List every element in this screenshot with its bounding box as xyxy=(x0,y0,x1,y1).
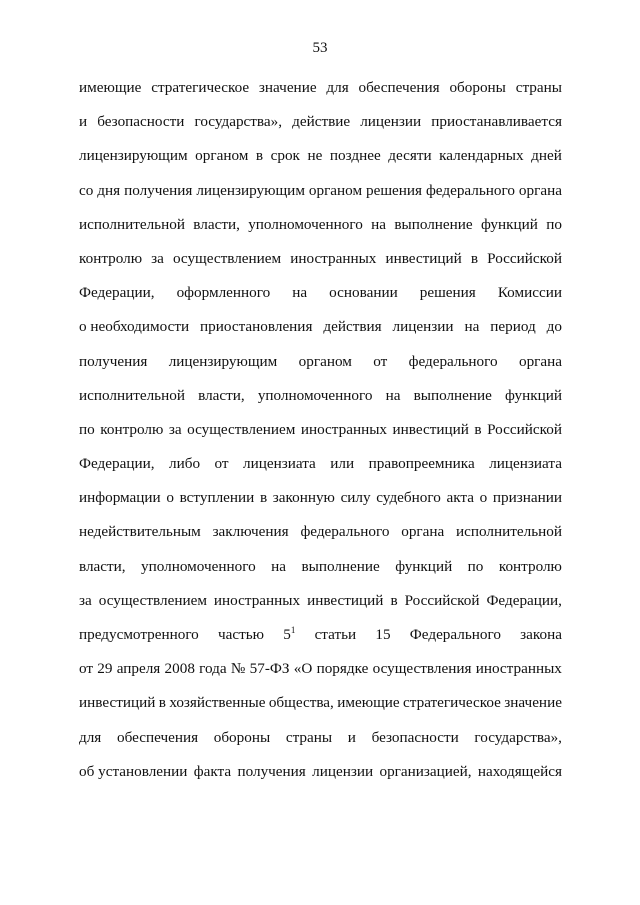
word: оформленного xyxy=(176,284,271,302)
word: по xyxy=(467,557,484,575)
word: инвестиций xyxy=(79,694,156,712)
word: обороны xyxy=(449,79,506,96)
word: осуществлением xyxy=(172,249,282,267)
text-line xyxy=(79,144,562,178)
text-line xyxy=(79,179,562,213)
word: иностранных xyxy=(290,249,377,267)
word: в xyxy=(255,147,264,165)
word: и xyxy=(79,113,88,131)
word: значение xyxy=(258,79,317,96)
word: позднее xyxy=(329,147,381,165)
word: дня xyxy=(97,181,121,199)
word: организацией, xyxy=(379,762,472,780)
word: лицензирующим xyxy=(79,147,188,165)
word: лицензиата xyxy=(489,455,562,473)
word: в xyxy=(474,420,482,438)
word: лицензии xyxy=(312,762,374,780)
word: лицензиата xyxy=(243,455,316,473)
word: правопреемника xyxy=(368,455,475,473)
word: Федерального xyxy=(409,626,501,643)
word: о xyxy=(479,489,488,507)
word: закона xyxy=(520,626,562,643)
word: исполнительной xyxy=(79,215,185,233)
word: года xyxy=(199,660,227,678)
word: исполнительной xyxy=(79,386,185,404)
word: признании xyxy=(492,489,562,507)
word: на xyxy=(292,284,308,302)
word: стратегическое xyxy=(403,694,501,712)
body-text xyxy=(79,76,562,794)
word: судебного xyxy=(376,489,441,507)
word: Российской xyxy=(487,249,562,267)
word: находящейся xyxy=(477,762,562,780)
word: со xyxy=(79,181,94,199)
word: федерального xyxy=(300,523,390,541)
word: лицензии xyxy=(360,113,422,131)
text-line xyxy=(79,281,562,315)
word: силу xyxy=(340,489,371,507)
word: по xyxy=(546,215,562,233)
word: частью xyxy=(218,626,265,643)
word: за xyxy=(151,249,164,267)
word: или xyxy=(330,455,355,473)
word: имеющие xyxy=(337,694,400,712)
word: до xyxy=(546,318,562,336)
word: в xyxy=(390,591,398,609)
word: власти, xyxy=(198,386,245,404)
word: обеспечения xyxy=(358,79,440,96)
word: исполнительной xyxy=(456,523,562,541)
word: период xyxy=(490,318,536,336)
word: стратегическое xyxy=(151,79,250,96)
word: власти, xyxy=(79,557,126,575)
word: функций xyxy=(480,215,538,233)
word: вступлении xyxy=(179,489,255,507)
word: действия xyxy=(323,318,382,336)
word: контролю xyxy=(498,557,562,575)
text-line xyxy=(79,760,562,794)
word: инвестиций xyxy=(307,591,384,609)
word: функций xyxy=(395,557,453,575)
word: на xyxy=(464,318,480,336)
word: выполнение xyxy=(413,386,492,404)
word: по xyxy=(79,420,95,438)
text-line xyxy=(79,315,562,349)
word: решения xyxy=(366,181,423,199)
word: власти, xyxy=(193,215,240,233)
word: порядке xyxy=(316,660,369,678)
word: государства», xyxy=(474,728,562,746)
text-line xyxy=(79,623,562,657)
word: федерального xyxy=(408,352,498,370)
word: лицензирующим xyxy=(196,181,305,199)
word: информации xyxy=(79,489,161,507)
word: лицензии xyxy=(392,318,454,336)
word: срок xyxy=(270,147,300,165)
word: приостановления xyxy=(200,318,313,336)
word: выполнение xyxy=(394,215,473,233)
word: 2008 xyxy=(164,660,195,678)
text-line xyxy=(79,691,562,725)
word: получения xyxy=(79,352,148,370)
word: «О xyxy=(293,660,313,678)
word: функций xyxy=(505,386,562,404)
word: десяти xyxy=(388,147,432,165)
word: 29 xyxy=(97,660,113,678)
word: инвестиций xyxy=(392,420,469,438)
word: безопасности xyxy=(97,113,185,131)
word: иностранных xyxy=(213,591,301,609)
word: уполномоченного xyxy=(257,386,373,404)
word: в xyxy=(470,249,479,267)
text-line xyxy=(79,110,562,144)
word: получения xyxy=(124,181,193,199)
word: о xyxy=(166,489,174,507)
word: органа xyxy=(518,352,562,370)
word: заключения xyxy=(212,523,289,541)
word: органа xyxy=(401,523,445,541)
text-line xyxy=(79,657,562,691)
word: органа xyxy=(518,181,562,199)
word: дней xyxy=(531,147,562,165)
word: на xyxy=(271,557,286,575)
word: в xyxy=(259,489,268,507)
word: обеспечения xyxy=(116,728,199,746)
text-line xyxy=(79,452,562,486)
word: уполномоченного xyxy=(141,557,256,575)
word: органом xyxy=(308,181,363,199)
word: государства», xyxy=(194,113,283,131)
word: предусмотренного xyxy=(79,626,199,643)
word: имеющие xyxy=(79,79,142,96)
word: недействительным xyxy=(79,523,201,541)
word: органом xyxy=(298,352,352,370)
word: федерального xyxy=(425,181,515,199)
word: $5^1$ xyxy=(283,624,296,643)
word: действие xyxy=(292,113,351,131)
word: основании xyxy=(329,284,398,302)
word: для xyxy=(326,79,349,96)
word: страны xyxy=(515,79,562,96)
word: от xyxy=(79,660,94,678)
word: не xyxy=(307,147,323,165)
word: общества, xyxy=(268,694,334,712)
word: осуществлением xyxy=(187,420,296,438)
word: апреля xyxy=(116,660,161,678)
word: от xyxy=(373,352,388,370)
word: за xyxy=(79,591,92,609)
word: страны xyxy=(285,728,333,746)
word: акта xyxy=(446,489,474,507)
word: иностранных xyxy=(300,420,388,438)
word: лицензирующим xyxy=(168,352,278,370)
word: либо xyxy=(169,455,201,473)
word: уполномоченного xyxy=(248,215,363,233)
text-line xyxy=(79,589,562,623)
text-line xyxy=(79,726,562,760)
word: Федерации, xyxy=(79,284,155,302)
word: Российской xyxy=(487,420,562,438)
word: за xyxy=(168,420,182,438)
word: календарных xyxy=(439,147,524,165)
word: безопасности xyxy=(371,728,459,746)
word: органом xyxy=(195,147,249,165)
word: на xyxy=(385,386,401,404)
word: на xyxy=(371,215,386,233)
word: обороны xyxy=(213,728,271,746)
word: инвестиций xyxy=(385,249,462,267)
word: осуществления xyxy=(372,660,472,678)
word: в xyxy=(158,694,166,712)
word: статьи xyxy=(314,626,357,643)
word: об установлении xyxy=(79,762,188,780)
word: Комиссии xyxy=(497,284,562,302)
word: значение xyxy=(504,694,562,712)
word: иностранных xyxy=(475,660,562,678)
text-line xyxy=(79,213,562,247)
text-line xyxy=(79,350,562,384)
word: 15 xyxy=(375,626,391,643)
text-line xyxy=(79,418,562,452)
word: контролю xyxy=(100,420,164,438)
word: хозяйственные xyxy=(169,694,266,712)
word: осуществлением xyxy=(98,591,207,609)
text-line xyxy=(79,520,562,554)
word: получения xyxy=(237,762,306,780)
text-line xyxy=(79,486,562,520)
word: 57-ФЗ xyxy=(249,660,290,678)
word: решения xyxy=(419,284,476,302)
text-line xyxy=(79,384,562,418)
word: Федерации, xyxy=(79,455,155,473)
text-line xyxy=(79,555,562,589)
word: № xyxy=(230,660,246,678)
word: выполнение xyxy=(301,557,380,575)
word: для xyxy=(79,728,102,746)
word: Российской xyxy=(404,591,480,609)
word: факта xyxy=(193,762,232,780)
word: о необходимости xyxy=(79,318,190,336)
superscript: 1 xyxy=(290,624,296,635)
word: контролю xyxy=(79,249,143,267)
word: законную xyxy=(272,489,335,507)
word: приостанавливается xyxy=(431,113,562,131)
page-number: 53 xyxy=(312,40,328,56)
word: Федерации, xyxy=(486,591,562,609)
word: и xyxy=(347,728,356,746)
word: от xyxy=(214,455,229,473)
text-line xyxy=(79,247,562,281)
text-line xyxy=(79,76,562,110)
